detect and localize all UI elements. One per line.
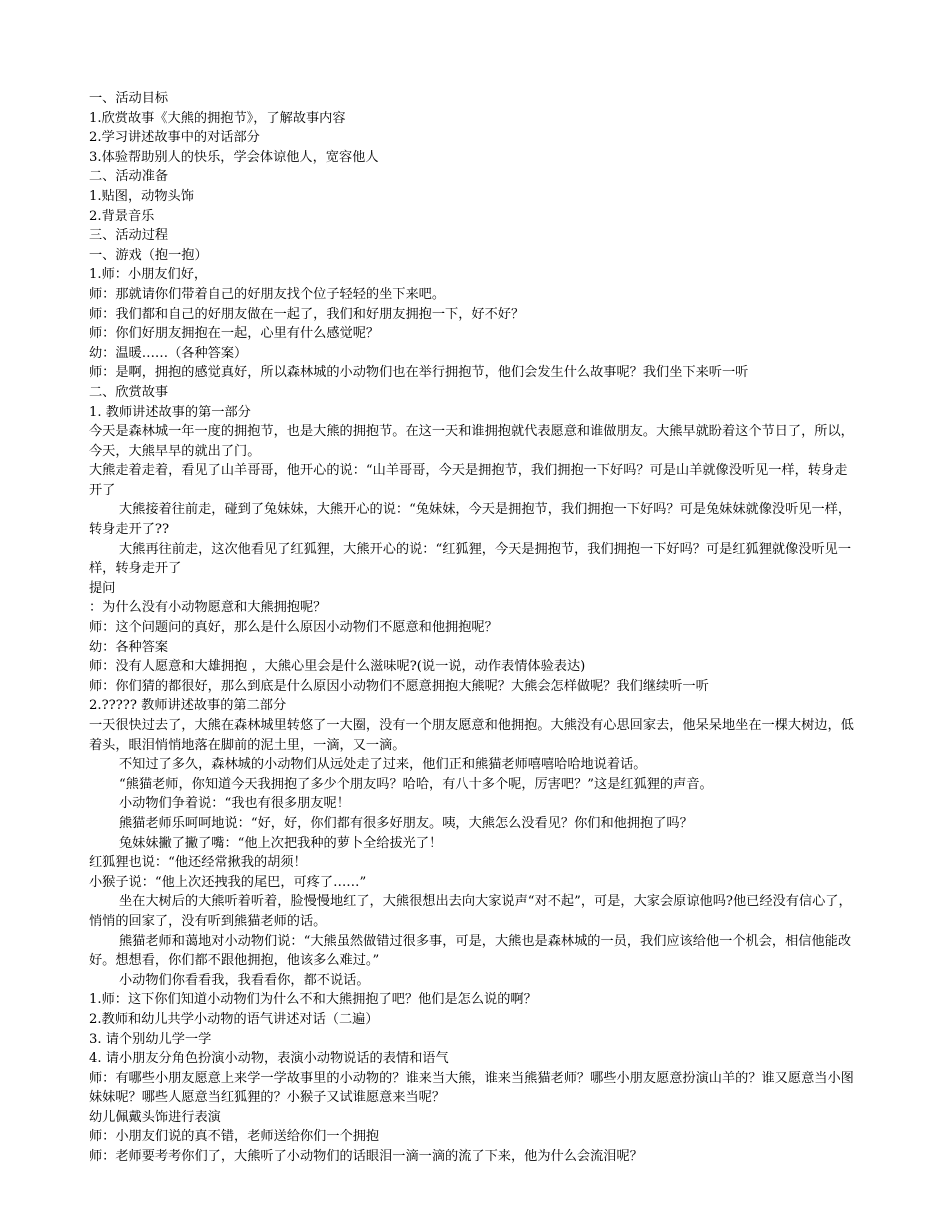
text-line: 二、活动准备 bbox=[89, 169, 169, 185]
text-line: 师：我们都和自己的好朋友做在一起了，我们和好朋友拥抱一下，好不好？ bbox=[89, 306, 525, 322]
text-line: 一天很快过去了，大熊在森林城里转悠了一大圈，没有一个朋友愿意和他拥抱。大熊没有心思回家去，他呆呆地坐在一棵大树边，低着头，眼泪悄悄地落在脚前的泥土里，一滴，又一滴。 bbox=[89, 718, 854, 753]
text-line: 不知过了多久，森林城的小动物们从远处走了过来，他们正和熊猫老师嘻嘻哈哈地说着话。 bbox=[119, 757, 647, 773]
text-line: 大熊接着往前走，碰到了兔妹妹，大熊开心的说：“兔妹妹，今天是拥抱节，我们拥抱一下好吗？可是兔妹妹就像没听见一样，转身走开了?? bbox=[89, 502, 852, 538]
text-line: 幼：温暖……（各种答案） bbox=[89, 345, 248, 361]
text-line: 2.教师和幼儿共学小动物的语气讲述对话（二遍） bbox=[89, 1011, 379, 1027]
text-line: 熊猫老师和蔼地对小动物们说：“大熊虽然做错过很多事，可是，大熊也是森林城的一员，我们应该给他一个机会，相信他能改好。想想看，你们都不跟他拥抱，他该多么难过。” bbox=[89, 933, 852, 969]
text-line: 今天是森林城一年一度的拥抱节，也是大熊的拥抱节。在这一天和谁拥抱就代表愿意和谁做朋友。大熊早就盼着这个节日了，所以，今天，大熊早早的就出了门。 bbox=[89, 424, 854, 459]
text-line: 1.师：这下你们知道小动物们为什么不和大熊拥抱了吧？他们是怎么说的啊？ bbox=[89, 992, 537, 1008]
text-line: 1. 教师讲述故事的第一部分 bbox=[89, 404, 251, 420]
text-line: 2.学习讲述故事中的对话部分 bbox=[89, 130, 260, 146]
text-line: 提问 bbox=[89, 580, 116, 596]
text-line: 红狐狸也说：“他还经常揪我的胡须！ bbox=[89, 855, 307, 871]
text-line: 大熊走着走着，看见了山羊哥哥，他开心的说：“山羊哥哥，今天是拥抱节，我们拥抱一下好吗？可是山羊就像没听见一样，转身走开了 bbox=[89, 463, 848, 498]
text-line: 师：你们猜的都很好，那么到底是什么原因小动物们不愿意拥抱大熊呢？大熊会怎样做呢？我们继续听一听 bbox=[89, 678, 709, 694]
text-line: 坐在大树后的大熊听着听着，脸慢慢地红了，大熊很想出去向大家说声“对不起”，可是，大家会原谅他吗?他已经没有信心了，悄悄的回家了，没有听到熊猫老师的话。 bbox=[89, 894, 852, 929]
text-line: 小猴子说：“他上次还拽我的尾巴，可疼了……” bbox=[89, 874, 367, 890]
text-line: 师：你们好朋友拥抱在一起，心里有什么感觉呢？ bbox=[89, 326, 380, 342]
text-line: 师：这个问题问的真好，那么是什么原因小动物们不愿意和他拥抱呢？ bbox=[89, 620, 498, 636]
text-line: 一、游戏（抱一抱） bbox=[89, 247, 208, 263]
text-line: “熊猫老师，你知道今天我拥抱了多少个朋友吗？哈哈，有八十多个呢，厉害吧？”这是红狐狸的声音。 bbox=[119, 776, 713, 792]
text-line: 师：没有人愿意和大雄拥抱 ，大熊心里会是什么滋味呢?(说一说，动作表情体验表达) bbox=[89, 659, 586, 675]
text-line: 兔妹妹撇了撇了嘴：“他上次把我种的萝卜全给拔光了！ bbox=[119, 835, 443, 851]
text-line: 3. 请个别幼儿学一学 bbox=[89, 1031, 212, 1047]
text-line: 4. 请小朋友分角色扮演小动物，表演小动物说话的表情和语气 bbox=[89, 1051, 449, 1067]
text-line: 幼：各种答案 bbox=[89, 639, 169, 655]
text-line: 小动物们争着说：“我也有很多朋友呢！ bbox=[119, 796, 350, 812]
text-line: 师：老师要考考你们了，大熊听了小动物们的话眼泪一滴一滴的流了下来，他为什么会流泪呢？ bbox=[89, 1149, 643, 1165]
text-line: 二、欣赏故事 bbox=[89, 384, 169, 400]
document-body bbox=[89, 89, 859, 1167]
text-line: 1.师：小朋友们好， bbox=[89, 267, 208, 283]
text-line: 师：小朋友们说的真不错，老师送给你们一个拥抱 bbox=[89, 1129, 380, 1145]
text-line: 小动物们你看看我，我看看你，都不说话。 bbox=[119, 972, 370, 988]
text-line: 幼儿佩戴头饰进行表演 bbox=[89, 1109, 221, 1125]
text-line: 3.体验帮助别人的快乐，学会体谅他人，宽容他人 bbox=[89, 149, 379, 165]
text-line: 一、活动目标 bbox=[89, 91, 169, 106]
text-line: 师：是啊，拥抱的感觉真好，所以森林城的小动物们也在举行拥抱节，他们会发生什么故事呢？我们坐下来听一听 bbox=[89, 365, 749, 381]
text-line: 2.????? 教师讲述故事的第二部分 bbox=[89, 698, 287, 714]
text-line: 1.贴图，动物头饰 bbox=[89, 188, 194, 204]
text-line: 熊猫老师乐呵呵地说：“好，好，你们都有很多好朋友。咦，大熊怎么没看见？你们和他拥抱了吗？ bbox=[119, 815, 693, 831]
text-line: ：为什么没有小动物愿意和大熊拥抱呢？ bbox=[89, 600, 327, 616]
text-line: 师：那就请你们带着自己的好朋友找个位子轻轻的坐下来吧。 bbox=[89, 286, 446, 302]
text-line: 2.背景音乐 bbox=[89, 208, 155, 224]
text-line: 大熊再往前走，这次他看见了红狐狸，大熊开心的说：“红狐狸，今天是拥抱节，我们拥抱一下好吗？可是红狐狸就像没听见一样，转身走开了 bbox=[89, 541, 852, 577]
text-line: 1.欣赏故事《大熊的拥抱节》，了解故事内容 bbox=[89, 110, 346, 126]
text-line: 三、活动过程 bbox=[89, 228, 169, 244]
text-line: 师：有哪些小朋友愿意上来学一学故事里的小动物的？谁来当大熊，谁来当熊猫老师？哪些小朋友愿意扮演山羊的？谁又愿意当小图妹妹呢？哪些人愿意当红狐狸的？小猴子又试谁愿意来当呢？ bbox=[89, 1070, 854, 1106]
